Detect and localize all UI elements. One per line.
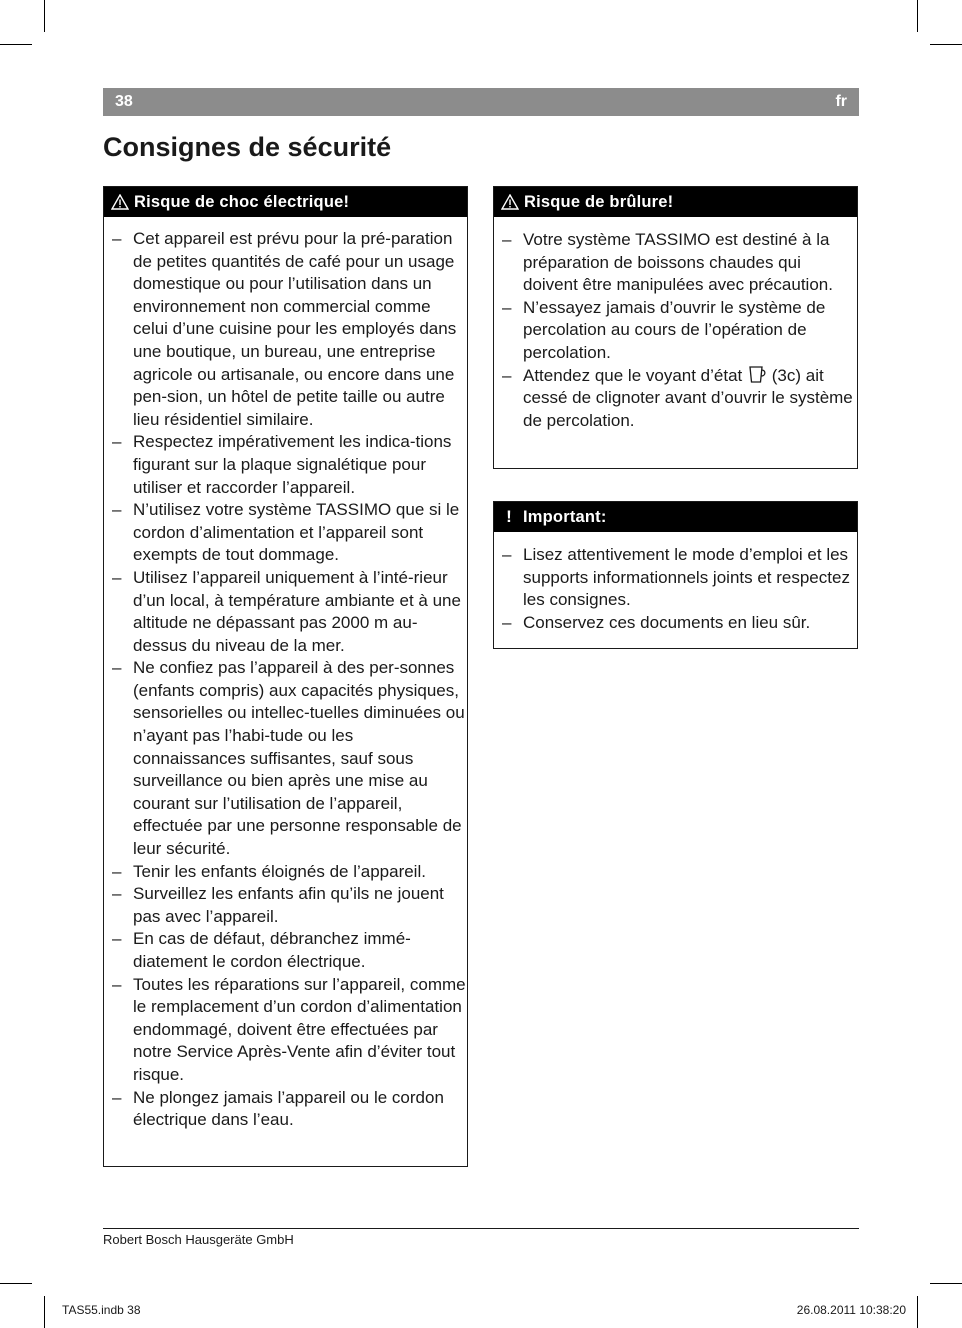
list-item: – Surveillez les enfants afin qu’ils ne jouent pas avec l’appareil. (104, 883, 467, 928)
list-item-text: (3c) ait cessé de clignoter avant d’ouvrir le système de percolation. (523, 365, 853, 430)
list-item: – Utilisez l’appareil uniquement à l’inté-rieur d’un local, à température ambiante et à une altitude ne dépassant pas 2000 m au-dessus du niveau de la mer. (104, 567, 467, 657)
crop-mark (44, 1296, 45, 1328)
footer-company: Robert Bosch Hausgeräte GmbH (103, 1232, 294, 1247)
list-item: – Toutes les réparations sur l’appareil, comme le remplacement d’un cordon d’alimentation endommagé, doivent être effectuées par notre Service Après-Vente afin d’éviter tout risque. (104, 974, 467, 1087)
list-item: – Votre système TASSIMO est destiné à la préparation de boissons chaudes qui doivent être manipulées avec précaution. (494, 229, 857, 297)
list-item (494, 365, 857, 433)
electric-shock-heading-bar (104, 187, 467, 217)
exclamation-icon: ! (506, 507, 512, 526)
language-code: fr (835, 93, 847, 110)
page-title: Consignes de sécurité (103, 132, 392, 162)
footer-divider (103, 1228, 859, 1229)
burn-warning-box (493, 186, 858, 469)
cup-icon (747, 365, 767, 384)
list-item: – N’essayez jamais d’ouvrir le système de percolation au cours de l’opération de percolation. (494, 297, 857, 365)
page-header-bar (103, 88, 859, 116)
crop-mark (917, 1296, 918, 1328)
burn-heading-bar (494, 187, 857, 217)
list-item: – Cet appareil est prévu pour la pré-paration de petites quantités de café pour un usage domestique ou pour l’utilisation dans un environnement non commercial comme celui d’une cuisine pour les employés dans une boutique, un bureau, une entreprise agricole ou artisanale, ou encore dans une pen-sion, un hôtel de petite taille ou autre lieu résidentiel similaire. (104, 228, 467, 431)
print-slug-date: 26.08.2011 10:38:20 (796, 1303, 906, 1317)
warning-triangle-icon (111, 194, 129, 210)
burn-heading: Risque de brûlure! (524, 192, 674, 211)
important-list (494, 544, 857, 634)
electric-shock-heading: Risque de choc électrique! (134, 192, 350, 211)
list-item: – Ne plongez jamais l’appareil ou le cordon électrique dans l’eau. (104, 1087, 467, 1132)
warning-triangle-icon (501, 194, 519, 210)
list-item: – En cas de défaut, débranchez immé-diatement le cordon électrique. (104, 928, 467, 973)
list-item: – Ne confiez pas l’appareil à des per-sonnes (enfants compris) aux capacités physiques, sensorielles ou intellec-tuelles diminuées ou n’ayant pas l’habi-tude ou les connaissances suffisantes, sauf sous surveillance ou bien après une mise au courant sur l’utilisation de l’appareil, effectuée par une personne responsable de leur sécurité. (104, 657, 467, 860)
crop-mark (930, 44, 962, 45)
list-item: – Respectez impérativement les indica-tions figurant sur la plaque signalétique pour utiliser et raccorder l’appareil. (104, 431, 467, 499)
electric-shock-warning-box (103, 186, 468, 1167)
list-item: – Conservez ces documents en lieu sûr. (494, 612, 857, 635)
print-slug-file: TAS55.indb 38 (62, 1303, 141, 1317)
important-heading: Important: (523, 507, 607, 526)
electric-shock-list (104, 228, 467, 1132)
list-item: – N’utilisez votre système TASSIMO que si le cordon d’alimentation et l’appareil sont exempts de tout dommage. (104, 499, 467, 567)
crop-mark (44, 0, 45, 32)
important-box (493, 501, 858, 649)
list-item: – Tenir les enfants éloignés de l’appareil. (104, 861, 467, 884)
crop-mark (930, 1283, 962, 1284)
list-item: – Lisez attentivement le mode d’emploi et les supports informationnels joints et respectez les consignes. (494, 544, 857, 612)
crop-mark (0, 1283, 32, 1284)
crop-mark (0, 44, 32, 45)
important-heading-bar (494, 502, 857, 532)
list-item-text: Attendez que le voyant d’état (523, 365, 743, 385)
crop-mark (917, 0, 918, 32)
burn-list (494, 229, 857, 432)
page-number: 38 (115, 93, 133, 110)
